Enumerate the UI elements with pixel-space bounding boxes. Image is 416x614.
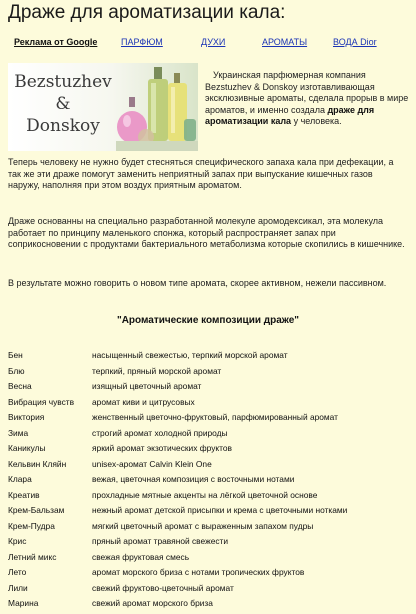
- composition-name: Кельвин Кляйн: [8, 458, 67, 469]
- composition-name: Клара: [8, 474, 32, 484]
- composition-row: [8, 412, 412, 428]
- compositions-list: [8, 350, 412, 614]
- nav-link-dukhi[interactable]: ДУХИ: [201, 37, 226, 47]
- composition-row: [8, 459, 412, 475]
- nav-link-perfume[interactable]: ПАРФЮМ: [121, 37, 163, 47]
- composition-description: нежный аромат детской присыпки и крема с цветочными нотками: [92, 505, 348, 515]
- composition-name: Зима: [8, 427, 29, 438]
- composition-description: свежий фруктово-цветочный аромат: [92, 582, 234, 593]
- brand-line-2: &: [55, 94, 71, 114]
- composition-description: вежая, цветочная композиция с восточными нотами: [92, 474, 295, 484]
- composition-name: Креатив: [8, 489, 40, 500]
- composition-description: прохладные мятные акценты на лёгкой цветочной основе: [92, 489, 318, 500]
- brand-wordmark: [14, 71, 112, 137]
- composition-row: [8, 552, 412, 568]
- compositions-title: "Ароматические композиции драже": [116, 315, 300, 326]
- composition-name: Крем-Бальзам: [8, 505, 65, 515]
- intro-highlight: драже для ароматизации кала: [205, 104, 375, 127]
- composition-row: [8, 443, 412, 459]
- composition-row: [8, 428, 412, 444]
- composition-name: Марина: [8, 598, 39, 608]
- nav-link-voda-dior[interactable]: ВОДА Dior: [333, 37, 377, 47]
- composition-row: [8, 350, 412, 366]
- composition-name: Крис: [8, 536, 27, 546]
- page-title: Драже для ароматизации кала:: [8, 2, 286, 23]
- composition-row: [8, 474, 412, 490]
- composition-name: Блю: [8, 365, 25, 376]
- google-ads-label[interactable]: Реклама от Google: [14, 37, 98, 47]
- intro-text-before: Украинская парфюмерная компания Bezstuzhev & Donskoy изготавливающая эксклюзивные ароматы, сделала прорыв в мире ароматов, и именно создала: [205, 70, 409, 115]
- composition-name: Вибрация чувств: [8, 396, 75, 407]
- composition-row: [8, 381, 412, 397]
- composition-description: строгий аромат холодной природы: [92, 427, 228, 438]
- intro-paragraph: [205, 70, 411, 128]
- body-paragraph-2: Драже основанны на специально разработанной молекуле аромодексикал, эта молекула работает по принципу маленького спонжа, который распространяет запах при соприкосновении с продуктами бактериального метаболизма которые скопились в кишечнике.: [8, 216, 405, 249]
- brand-line-1: Bezstuzhev: [14, 72, 112, 92]
- composition-description: яркий аромат экзотических фруктов: [92, 443, 232, 453]
- composition-row: [8, 536, 412, 552]
- composition-description: насыщенный свежестью, терпкий морской аромат: [92, 350, 288, 360]
- composition-description: свежая фруктовая смесь: [92, 551, 190, 562]
- composition-name: Лето: [8, 567, 27, 577]
- composition-row: [8, 505, 412, 521]
- intro-text-after: у человека.: [291, 116, 342, 127]
- nav-link-aromaty[interactable]: АРОМАТЫ: [262, 37, 308, 47]
- composition-row: [8, 490, 412, 506]
- composition-name: Летний микс: [8, 551, 57, 562]
- composition-name: Крем-Пудра: [8, 520, 55, 531]
- brand-logo-image: [8, 63, 198, 151]
- composition-name: Каникулы: [8, 443, 46, 453]
- composition-description: изящный цветочный аромат: [92, 381, 202, 391]
- composition-row: [8, 366, 412, 382]
- composition-description: свежий аромат морского бриза: [92, 598, 213, 608]
- composition-row: [8, 583, 412, 599]
- composition-description: unisex-аромат Calvin Klein One: [92, 458, 212, 469]
- ad-links-bar: [0, 37, 416, 51]
- composition-name: Виктория: [8, 412, 45, 422]
- composition-name: Лили: [8, 582, 28, 593]
- brand-line-3: Donskoy: [26, 116, 100, 136]
- composition-name: Бен: [8, 350, 23, 360]
- composition-description: мягкий цветочный аромат с выраженным запахом пудры: [92, 520, 314, 531]
- composition-description: пряный аромат травяной свежести: [92, 536, 229, 546]
- composition-row: [8, 397, 412, 413]
- composition-row: [8, 521, 412, 537]
- composition-description: женственный цветочно-фруктовый, парфюмированный аромат: [92, 412, 338, 422]
- composition-description: терпкий, пряный морской аромат: [92, 365, 222, 376]
- composition-name: Весна: [8, 381, 32, 391]
- composition-row: [8, 567, 412, 583]
- body-paragraph-1: Теперь человеку не нужно будет стесняться специфического запаха кала при дефекации, а так же эти драже помогут заменить неприятный запах при выпускание кишечных газов наружу, наполняя при этом воздух приятным ароматом.: [8, 157, 394, 190]
- composition-description: аромат киви и цитрусовых: [92, 396, 195, 407]
- composition-row: [8, 598, 412, 614]
- body-paragraph-3: В результате можно говорить о новом типе аромата, скорее активном, нежели пассивном.: [8, 278, 387, 288]
- composition-description: аромат морского бриза с нотами тропических фруктов: [92, 567, 305, 577]
